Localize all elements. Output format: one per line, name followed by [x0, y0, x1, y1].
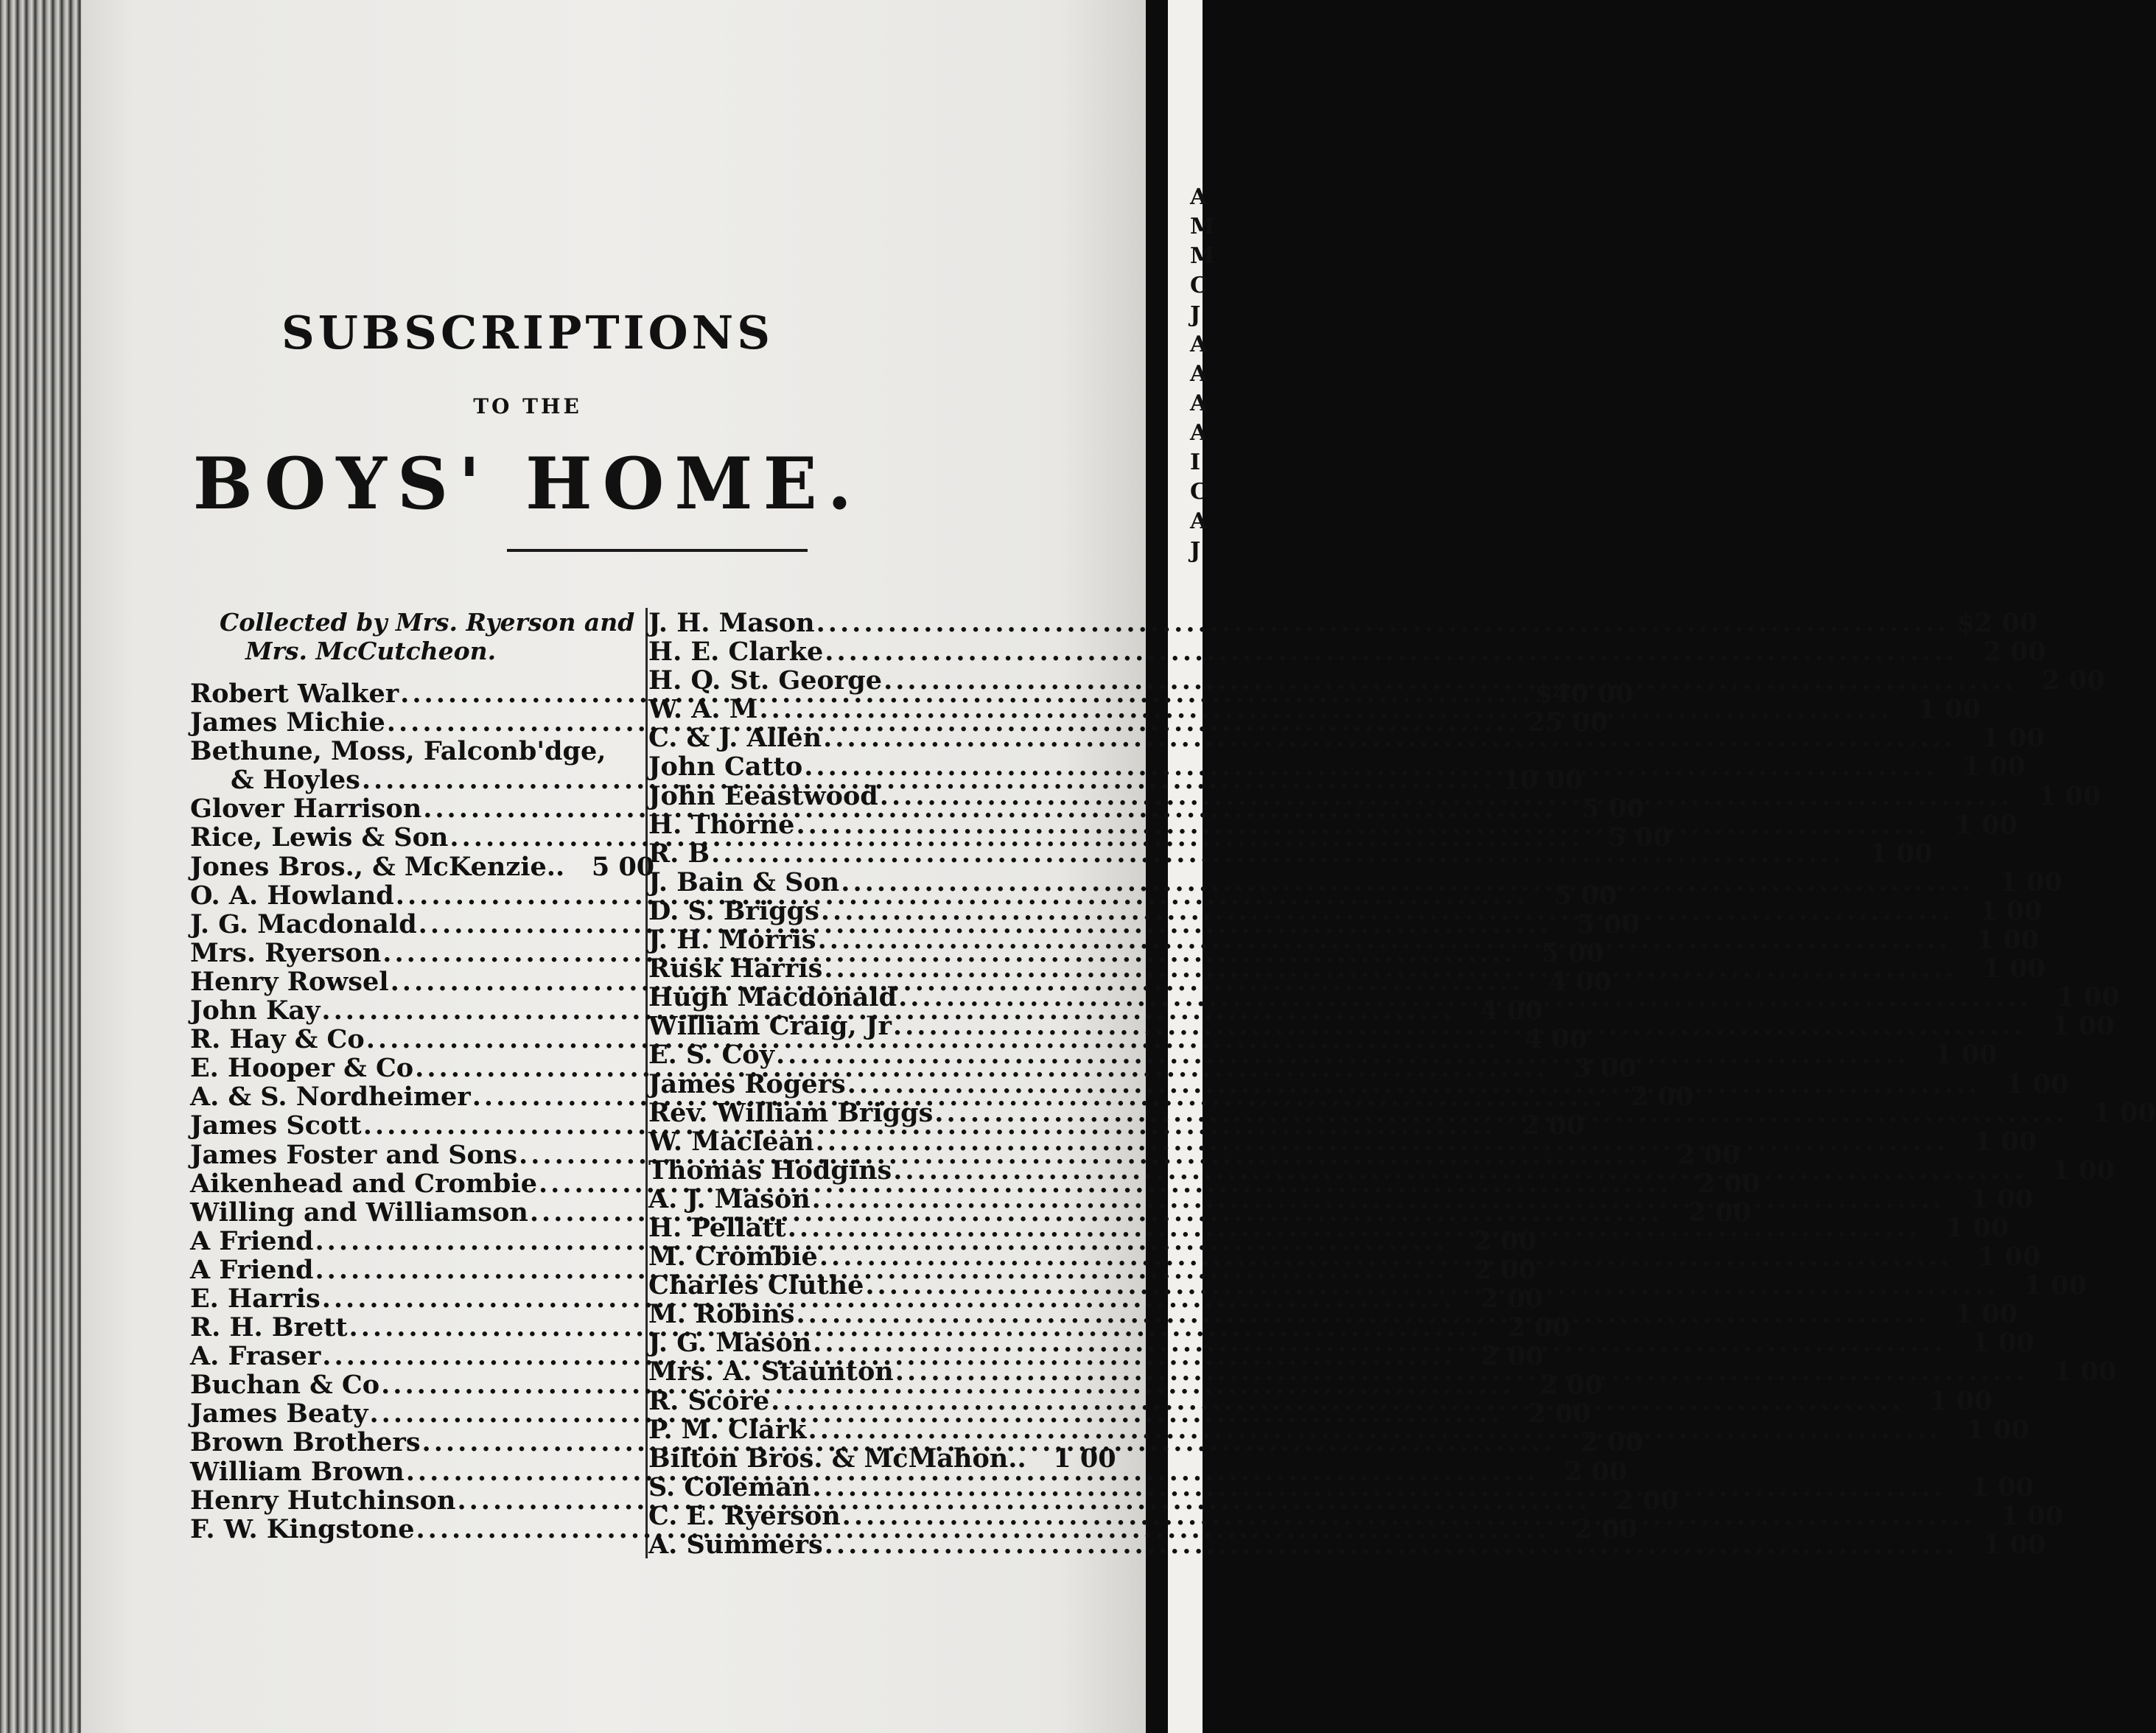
subscriber-name: M. Robins [648, 1299, 795, 1330]
dot-leader [895, 1356, 2029, 1387]
subscription-amount: 1 00 [1917, 694, 1981, 725]
dot-leader [796, 1299, 1929, 1329]
subscription-amount: 1 00 [1946, 1212, 2009, 1243]
subscription-amount: 1 00 [1971, 1328, 2034, 1359]
subscriber-name: Thomas Hodgins [648, 1155, 892, 1186]
subscription-amount: 2 00 [1522, 1110, 1585, 1141]
dot-leader [865, 1270, 1998, 1300]
subscriber-row [648, 723, 2045, 754]
dot-leader [880, 781, 2013, 811]
subscription-amount: 2 00 [1631, 1082, 1694, 1113]
subscriber-name: D. S. Briggs [648, 895, 819, 926]
facing-page-letter: M [1190, 243, 1215, 269]
header-rule [507, 549, 808, 552]
facing-page-letter: A [1190, 420, 1208, 446]
subscriber-name: H. Thorne [648, 809, 795, 840]
subscriber-name: William Craig, Jr [648, 1011, 892, 1042]
subscriber-name: A. & S. Nordheimer [190, 1082, 471, 1113]
subscription-amount: 1 00 [2001, 1500, 2064, 1531]
subscriber-name: M. Crombie [648, 1242, 818, 1272]
subscription-amount: 1 00 [1982, 953, 2045, 984]
subscriber-name: James Rogers [648, 1068, 846, 1099]
subscriber-row [648, 838, 1933, 869]
subscription-amount: 5 00 [1541, 937, 1604, 968]
dot-leader [771, 1386, 1904, 1416]
collected-by-line1: Collected by Mrs. Ryerson and [220, 608, 635, 637]
dot-leader [711, 839, 1844, 869]
subscriber-name: Henry Rowsel [190, 966, 389, 997]
subscriber-name: James Beaty [190, 1398, 368, 1429]
subscription-amount: 2 00 [1697, 1168, 1760, 1199]
subscriber-name: P. M. Clark [648, 1414, 807, 1445]
collected-by-note [190, 608, 640, 665]
subscriber-name: Rev. William Briggs [648, 1097, 934, 1128]
title: SUBSCRIPTIONS [281, 306, 774, 360]
subscription-amount: 25 00 [1527, 707, 1609, 738]
subscription-amount: 1 00 [1966, 1414, 2030, 1445]
subscriber-name: C. & J. Allen [648, 723, 822, 754]
subscriber-name: C. E. Ryerson [648, 1500, 841, 1531]
subscriber-row [648, 1530, 2046, 1560]
subscriber-name: Charles Cluthe [648, 1270, 864, 1301]
subscriber-name: Glover Harrison [190, 794, 422, 825]
subscriber-name: Mrs. Ryerson [190, 937, 382, 968]
dot-leader [813, 1328, 1946, 1358]
dot-leader [824, 953, 1957, 984]
subscription-amount: 1 00 [2093, 1097, 2156, 1128]
subscription-amount: 1 00 [1975, 925, 2040, 956]
dot-leader [841, 867, 1974, 897]
dot-leader [819, 1242, 1953, 1272]
facing-page-letter: C [1190, 273, 1208, 298]
dot-leader [816, 608, 1950, 638]
facing-page-letter: C [1190, 479, 1208, 505]
dot-leader [788, 1213, 1921, 1243]
subscription-amount: 1 00 [1970, 1183, 2034, 1214]
subscriber-name: Buchan & Co [190, 1370, 380, 1401]
subscription-amount: 1 00 [1981, 723, 2045, 754]
subscriber-name: W. Maclean [648, 1126, 814, 1157]
subscription-amount: 1 00 [1999, 866, 2062, 897]
subscription-amount: 1 00 [2057, 982, 2120, 1013]
subscription-amount: 1 00 [1979, 895, 2043, 926]
subscriber-name: Robert Walker [190, 679, 399, 709]
subscriber-name: J. G. Macdonald [190, 908, 417, 939]
subscriber-name: R. Hay & Co [190, 1024, 365, 1055]
dot-leader [804, 752, 1937, 782]
subscription-amount: 5 00 [1608, 822, 1671, 853]
subscriber-name: Aikenhead and Crombie [190, 1168, 537, 1199]
subscription-amount: 2 00 [2042, 665, 2105, 696]
subscription-amount: $40 00 [1534, 679, 1634, 709]
dot-leader [816, 1127, 1949, 1157]
subscription-amount: 1 00 [1983, 1530, 2046, 1560]
subscriber-name: John Kay [190, 995, 321, 1026]
subscription-amount: 4 00 [1525, 1024, 1588, 1055]
facing-page-letter: A [1190, 332, 1208, 357]
subscriber-name: James Michie [190, 707, 385, 738]
subscription-amount: 2 00 [1688, 1197, 1751, 1228]
subscription-amount: 1 00 [1962, 752, 2026, 783]
subscriber-name: John Catto [648, 752, 803, 783]
subscriber-name: R. H. Brett [190, 1312, 348, 1343]
dot-leader [825, 1530, 1958, 1560]
subscription-amount: 2 00 [1480, 1341, 1544, 1372]
subscription-amount: 2 00 [1677, 1139, 1740, 1170]
subscriber-name: J. G. Mason [648, 1328, 812, 1359]
subscriber-row [648, 1443, 1116, 1474]
subscription-amount: 10 00 [1502, 765, 1583, 796]
dot-leader [842, 1501, 1975, 1531]
subscription-amount: 2 00 [1580, 1427, 1644, 1458]
subscriber-name: R. B [648, 838, 710, 869]
subscriber-name: James Scott [190, 1110, 362, 1141]
dot-leader [883, 665, 2017, 696]
subscriber-name: W. A. M [648, 694, 758, 725]
subscription-amount: 2 00 [1574, 1513, 1638, 1544]
subscriber-name: H. Q. St. George [648, 665, 883, 696]
subscription-amount: 5 00 [591, 851, 655, 882]
dot-leader [812, 1184, 1945, 1214]
subscription-amount: 1 00 [1934, 1040, 1998, 1071]
subscriber-name: Hugh Macdonald [648, 982, 897, 1013]
subscriber-name: J. H. Mason [648, 608, 815, 638]
facing-page-letter: A [1190, 391, 1208, 416]
subscriber-row [648, 637, 2046, 668]
subscription-amount: 2 00 [1480, 1283, 1544, 1314]
subscription-amount: 1 00 [1974, 1126, 2037, 1157]
subscription-amount: 2 00 [1473, 1225, 1537, 1256]
subscription-amount: 1 00 [2006, 1068, 2069, 1099]
subscription-amount: 2 00 [1507, 1312, 1571, 1343]
subscription-amount: 5 00 [1581, 794, 1645, 825]
subscriber-name: Rice, Lewis & Son [190, 822, 449, 853]
subscription-amount: 1 00 [2023, 1270, 2087, 1301]
subscriber-name: William Brown [190, 1456, 405, 1487]
subscriber-name: Rusk Harris [648, 953, 823, 984]
subscriber-name: James Foster and Sons [190, 1139, 518, 1170]
subscription-amount: 1 00 [1053, 1443, 1116, 1474]
dot-leader [893, 1011, 2026, 1041]
subscriber-name: Jones Bros., & McKenzie.. [190, 851, 565, 882]
dot-leader [776, 1040, 1909, 1070]
facing-page-letter: I [1190, 449, 1201, 475]
dot-leader [825, 637, 1958, 667]
subscription-amount: 3 00 [1573, 1053, 1637, 1084]
facing-page-letter: J [1190, 538, 1201, 564]
dot-leader [818, 925, 1951, 955]
subscriber-row [190, 736, 640, 765]
subscription-amount: 1 00 [2038, 780, 2101, 811]
subscriber-name: Mrs. A. Staunton [648, 1356, 894, 1387]
collected-by-line2: Mrs. McCutcheon. [245, 637, 497, 665]
subscriber-row [648, 608, 2038, 638]
subscriber-row [190, 851, 655, 882]
subscriber-name: Henry Hutchinson [190, 1485, 456, 1516]
subscription-amount: 4 00 [1548, 966, 1612, 997]
dot-leader [893, 1155, 2026, 1186]
facing-page-letters [1190, 183, 1214, 566]
facing-page-letter: M [1190, 214, 1215, 239]
subscription-amount: 1 00 [1978, 1242, 2041, 1272]
facing-page-letter: A [1190, 184, 1208, 210]
subscription-amount: 2 00 [1564, 1456, 1628, 1487]
dot-leader [823, 723, 1956, 753]
subscriber-name: Brown Brothers [190, 1427, 421, 1458]
subscription-amount: 1 00 [1954, 809, 2018, 840]
facing-page-letter: J [1190, 302, 1201, 328]
facing-page-letter: A [1190, 361, 1208, 387]
subscription-amount: 1 00 [2054, 1356, 2117, 1387]
subscriber-name: J. H. Morris [648, 925, 816, 956]
subscriber-name: S. Coleman [648, 1471, 811, 1502]
subscription-amount: $2 00 [1956, 608, 2038, 638]
subscription-amount: 2 00 [1983, 637, 2046, 668]
subscription-amount: 4 00 [1480, 995, 1544, 1026]
dot-leader [760, 694, 1893, 724]
subscription-amount: 1 00 [2051, 1011, 2115, 1042]
dot-leader [898, 982, 2031, 1012]
subscriber-name: Willing and Williamson [190, 1197, 528, 1228]
subscription-amount: 2 00 [1539, 1370, 1603, 1401]
dot-leader [821, 896, 1954, 926]
subscription-amount: 5 00 [1554, 880, 1617, 911]
subscriber-name: E. Harris [190, 1283, 321, 1314]
subscription-amount: 1 00 [1954, 1299, 2018, 1330]
subscriber-name: A. J. Mason [648, 1183, 811, 1214]
subscriber-name: R. Score [648, 1385, 770, 1416]
subscriber-name: John Eeastwood [648, 780, 878, 811]
subtitle-to-the: TO THE [473, 394, 582, 419]
subscriber-name: A. Summers [648, 1530, 823, 1560]
dot-leader [847, 1069, 1981, 1099]
subscription-amount: 5 00 [1577, 908, 1640, 939]
subscriber-name: Bethune, Moss, Falconb'dge, [190, 736, 606, 767]
subscriber-name: A Friend [190, 1254, 314, 1285]
subscriber-name: E. Hooper & Co [190, 1053, 414, 1084]
subscription-amount: 1 00 [1869, 838, 1933, 869]
subscriber-name: O. A. Howland [190, 880, 394, 911]
subscription-amount: 2 00 [1527, 1398, 1592, 1429]
dot-leader [796, 810, 1929, 840]
facing-page-letter: A [1190, 508, 1208, 534]
subscription-amount: 1 00 [2051, 1155, 2115, 1186]
dot-leader [812, 1472, 1945, 1502]
subscriber-name: Bilton Bros. & McMahon.. [648, 1443, 1026, 1474]
subscriber-name: F. W. Kingstone [190, 1513, 415, 1544]
subscription-amount: 2 00 [1473, 1254, 1537, 1285]
subscription-amount: 1 00 [1970, 1471, 2034, 1502]
subscriber-name: A Friend [190, 1225, 314, 1256]
page-edges [0, 0, 81, 1733]
subscriber-name: & Hoyles [231, 765, 360, 796]
dot-leader [808, 1415, 1942, 1445]
heading-boys-home: BOYS' HOME. [192, 442, 863, 525]
dot-leader [934, 1098, 2068, 1128]
subscriber-name: H. Pellatt [648, 1212, 786, 1243]
subscriber-name: J. Bain & Son [648, 866, 840, 897]
subscriber-name: A. Fraser [190, 1341, 321, 1372]
subscriber-name: H. E. Clarke [648, 637, 824, 668]
subscription-amount: 2 00 [1615, 1485, 1679, 1516]
subscription-amount: 1 00 [1929, 1385, 1992, 1416]
subscriber-name: E. S. Coy [648, 1040, 774, 1071]
